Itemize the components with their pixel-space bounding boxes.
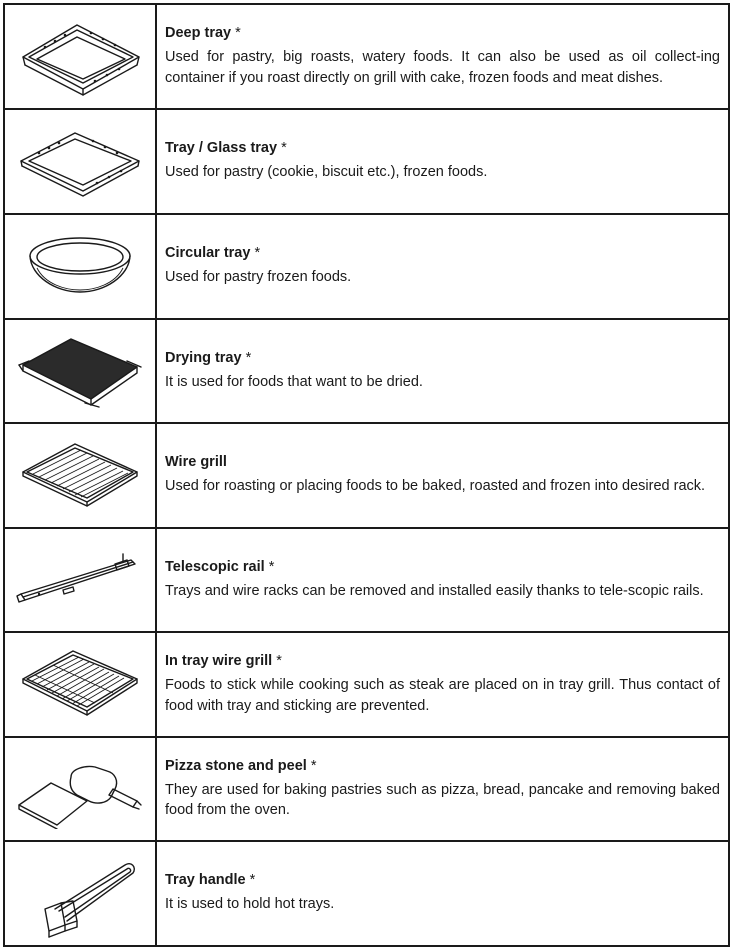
- text-cell: [156, 632, 729, 737]
- image-cell: [4, 214, 156, 319]
- item-title: Pizza stone and peel *: [165, 757, 317, 774]
- item-description: It is used to hold hot trays.: [165, 896, 335, 913]
- table-row: [4, 4, 729, 109]
- table-row: [4, 319, 729, 423]
- item-description: Used for pastry, big roasts, watery foods. It can also be used as oil collect-ing container if you roast directly on grill with cake, frozen foods and meat dishes.: [165, 49, 720, 86]
- text-cell: [156, 214, 729, 319]
- table-row: [4, 632, 729, 737]
- image-cell: [4, 423, 156, 528]
- image-cell: [4, 737, 156, 841]
- image-cell: [4, 528, 156, 632]
- image-cell: [4, 109, 156, 214]
- deep-tray-icon: [15, 17, 145, 97]
- text-cell: [156, 423, 729, 528]
- table-row: [4, 528, 729, 632]
- table-row: [4, 109, 729, 214]
- glass-tray-icon: [15, 127, 145, 197]
- item-description: They are used for baking pastries such as pizza, bread, pancake and removing baked food from the oven.: [165, 781, 720, 818]
- text-cell: [156, 737, 729, 841]
- item-description: It is used for foods that want to be dried.: [165, 373, 423, 390]
- pizza-stone-peel-icon: [15, 749, 145, 829]
- image-cell: [4, 4, 156, 109]
- text-cell: [156, 528, 729, 632]
- image-cell: [4, 319, 156, 423]
- item-title: Tray / Glass tray *: [165, 140, 287, 157]
- image-cell: [4, 841, 156, 946]
- image-cell: [4, 632, 156, 737]
- text-cell: [156, 841, 729, 946]
- text-cell: [156, 319, 729, 423]
- text-cell: [156, 4, 729, 109]
- circular-tray-icon: [25, 232, 135, 302]
- wire-grill-icon: [15, 436, 145, 516]
- table-row: [4, 423, 729, 528]
- item-description: Foods to stick while cooking such as steak are placed on in tray grill. Thus contact of food with tray and sticking are prevented.: [165, 677, 720, 714]
- telescopic-rail-icon: [15, 550, 145, 610]
- item-title: Circular tray *: [165, 245, 261, 262]
- tray-handle-icon: [15, 849, 145, 939]
- item-title: Deep tray *: [165, 25, 241, 41]
- text-cell: [156, 109, 729, 214]
- item-title: Wire grill: [165, 454, 227, 471]
- item-description: Used for roasting or placing foods to be baked, roasted and frozen into desired rack.: [165, 478, 706, 495]
- item-title: Telescopic rail *: [165, 558, 275, 575]
- table-row: [4, 214, 729, 319]
- item-description: Used for pastry frozen foods.: [165, 269, 352, 286]
- table-row: [4, 841, 729, 946]
- item-description: Used for pastry (cookie, biscuit etc.), frozen foods.: [165, 164, 488, 181]
- table-row: [4, 737, 729, 841]
- item-title: In tray wire grill *: [165, 653, 282, 669]
- item-description: Trays and wire racks can be removed and installed easily thanks to tele-scopic rails.: [165, 582, 704, 599]
- item-title: Drying tray *: [165, 349, 252, 366]
- item-title: Tray handle *: [165, 872, 256, 889]
- in-tray-wire-grill-icon: [15, 645, 145, 725]
- accessories-table: [3, 3, 730, 947]
- drying-tray-icon: [15, 331, 145, 411]
